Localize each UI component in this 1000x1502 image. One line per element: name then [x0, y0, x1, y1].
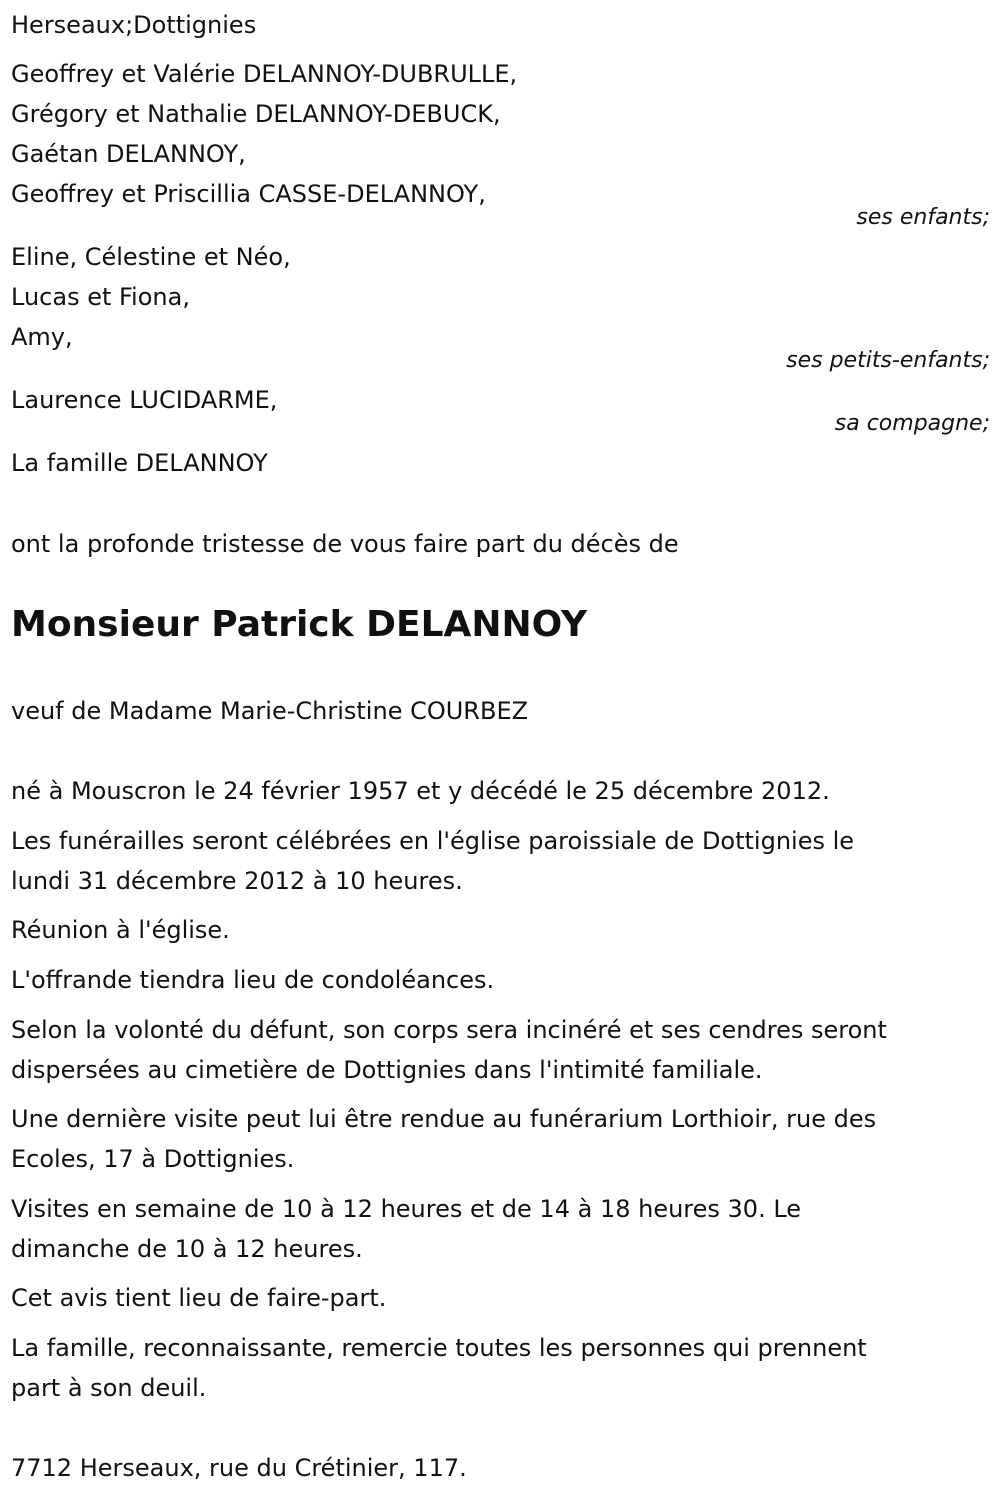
- paragraph-line: dimanche de 10 à 12 heures.: [11, 1235, 363, 1263]
- paragraph-line: Visites en semaine de 10 à 12 heures et de 14 à 18 heures 30. Le: [11, 1195, 802, 1223]
- paragraph-line: Réunion à l'église.: [11, 916, 230, 944]
- paragraph-line: Les funérailles seront célébrées en l'église paroissiale de Dottignies le: [11, 827, 855, 855]
- child-line: Geoffrey et Priscillia CASSE-DELANNOY,: [11, 180, 486, 208]
- widower-line: veuf de Madame Marie-Christine COURBEZ: [11, 697, 529, 725]
- child-line: Grégory et Nathalie DELANNOY-DEBUCK,: [11, 100, 501, 128]
- child-line: Geoffrey et Valérie DELANNOY-DUBRULLE,: [11, 60, 518, 88]
- grandchild-line: Eline, Célestine et Néo,: [11, 243, 291, 271]
- paragraph-line: lundi 31 décembre 2012 à 10 heures.: [11, 867, 463, 895]
- birth-death-line: né à Mouscron le 24 février 1957 et y décédé le 25 décembre 2012.: [11, 777, 830, 805]
- paragraph-line: Une dernière visite peut lui être rendue au funérarium Lorthioir, rue des: [11, 1105, 877, 1133]
- location-heading: Herseaux;Dottignies: [11, 11, 257, 39]
- address-line: 7712 Herseaux, rue du Crétinier, 117.: [11, 1454, 467, 1482]
- companion-role: sa compagne;: [834, 411, 990, 436]
- paragraph-line: dispersées au cimetière de Dottignies dans l'intimité familiale.: [11, 1056, 763, 1084]
- children-role: ses enfants;: [856, 205, 990, 230]
- paragraph-line: La famille, reconnaissante, remercie toutes les personnes qui prennent: [11, 1334, 867, 1362]
- family-line: La famille DELANNOY: [11, 449, 268, 477]
- grandchildren-role: ses petits-enfants;: [786, 348, 990, 373]
- paragraph-line: L'offrande tiendra lieu de condoléances.: [11, 966, 495, 994]
- paragraph-line: Cet avis tient lieu de faire-part.: [11, 1284, 387, 1312]
- grandchild-line: Lucas et Fiona,: [11, 283, 190, 311]
- paragraph-line: part à son deuil.: [11, 1374, 207, 1402]
- paragraph-line: Ecoles, 17 à Dottignies.: [11, 1145, 295, 1173]
- announcement-line: ont la profonde tristesse de vous faire part du décès de: [11, 530, 679, 558]
- companion-line: Laurence LUCIDARME,: [11, 386, 278, 414]
- child-line: Gaétan DELANNOY,: [11, 140, 246, 168]
- paragraph-line: Selon la volonté du défunt, son corps sera incinéré et ses cendres seront: [11, 1016, 887, 1044]
- deceased-name: Monsieur Patrick DELANNOY: [11, 604, 588, 645]
- grandchild-line: Amy,: [11, 323, 73, 351]
